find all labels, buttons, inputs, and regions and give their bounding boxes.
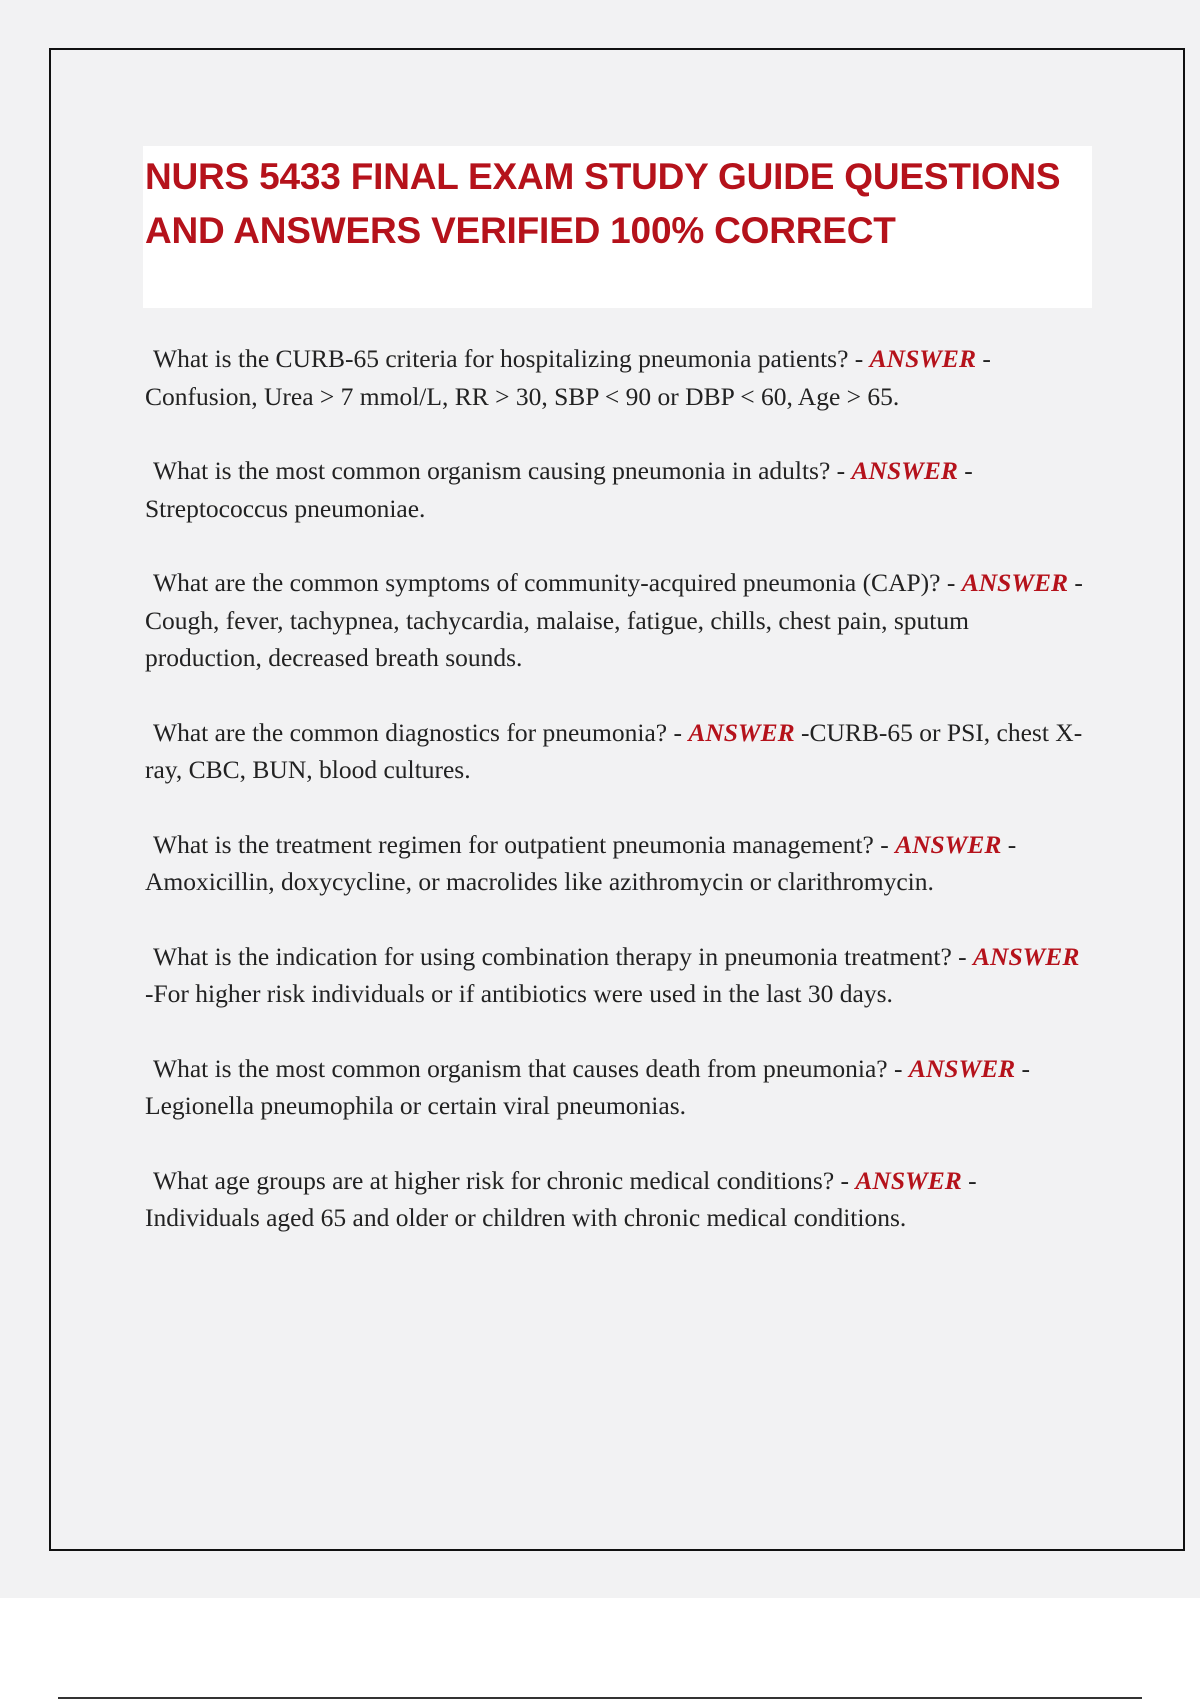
question-text: What is the treatment regimen for outpatient pneumonia management? - [153,829,889,859]
qa-item [145,714,1085,789]
qa-item [145,826,1085,901]
question-text: What are the common symptoms of community-acquired pneumonia (CAP)? - [153,568,956,597]
answer-label: ANSWER [688,717,795,747]
answer-label: ANSWER [869,344,976,373]
qa-item [145,1162,1085,1237]
title-block [143,146,1092,308]
answer-label: ANSWER [851,456,958,485]
question-text: What is the most common organism that causes death from pneumonia? - [153,1053,903,1083]
answer-text: -Amoxicillin, doxycycline, or macrolides like azithromycin or clarithromycin. [145,829,1017,896]
bottom-divider [58,1697,1142,1699]
question-text: What is the most common organism causing pneumonia in adults? - [153,456,846,485]
question-text: What age groups are at higher risk for chronic medical conditions? - [153,1165,850,1195]
qa-item [145,1050,1085,1125]
answer-label: ANSWER [855,1165,962,1195]
answer-text: -Individuals aged 65 and older or children with chronic medical conditions. [145,1165,977,1232]
qa-item [145,938,1085,1013]
answer-text: -Cough, fever, tachypnea, tachycardia, malaise, fatigue, chills, chest pain, sputum production, decreased breath sounds. [145,568,1083,672]
question-text: What is the CURB-65 criteria for hospitalizing pneumonia patients? - [153,344,864,373]
answer-label: ANSWER [961,568,1069,597]
document-title: NURS 5433 FINAL EXAM STUDY GUIDE QUESTIONS AND ANSWERS VERIFIED 100% CORRECT [145,156,1061,251]
answer-text: -Streptococcus pneumoniae. [145,456,973,523]
answer-text: -For higher risk individuals or if antibiotics were used in the last 30 days. [145,979,893,1008]
question-text: What are the common diagnostics for pneumonia? - [153,717,682,747]
qa-item [145,452,1085,527]
answer-text: -Legionella pneumophila or certain viral pneumonias. [145,1053,1031,1120]
answer-label: ANSWER [973,941,1080,971]
question-text: What is the indication for using combination therapy in pneumonia treatment? - [153,941,967,971]
answer-text: -CURB-65 or PSI, chest X-ray, CBC, BUN, blood cultures. [145,717,1083,784]
qa-item [145,564,1085,677]
answer-label: ANSWER [895,829,1002,859]
qa-item [145,340,1085,415]
answer-label: ANSWER [908,1053,1016,1083]
answer-text: -Confusion, Urea > 7 mmol/L, RR > 30, SBP < 90 or DBP < 60, Age > 65. [145,344,991,411]
qa-list [145,340,1085,1274]
